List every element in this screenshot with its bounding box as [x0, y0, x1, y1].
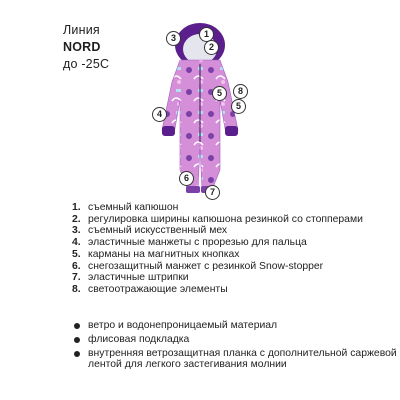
property-text: ветро и водонепроницаемый материал: [88, 320, 278, 331]
feature-item: [72, 225, 397, 237]
feature-text: эластичные манжеты с прорезью для пальца: [88, 237, 307, 249]
title-line: Линия: [63, 23, 100, 37]
feature-number: 3.: [72, 225, 81, 237]
callout-6: 6: [179, 171, 194, 186]
property-item: [72, 348, 397, 372]
feature-item: [72, 272, 397, 284]
product-line-title: [63, 22, 109, 73]
feature-number: 2.: [72, 213, 81, 225]
feature-text: эластичные штрипки: [88, 272, 189, 284]
callout-8: 8: [233, 84, 248, 99]
feature-item: [72, 237, 397, 249]
bullet-icon: [74, 323, 80, 329]
feature-text: съемный искусственный мех: [88, 225, 228, 237]
feature-number: 7.: [72, 272, 81, 284]
feature-item: [72, 202, 397, 214]
callout-1: 1: [199, 27, 214, 42]
feature-text: карманы на магнитных кнопках: [88, 248, 240, 260]
feature-text: светоотражающие элементы: [88, 283, 228, 295]
callout-5: 5: [212, 86, 227, 101]
title-temperature: до -25С: [63, 57, 110, 71]
bullet-icon: [74, 337, 80, 343]
feature-item: [72, 284, 397, 296]
title-line-name: NORD: [63, 40, 101, 54]
property-item: [72, 334, 397, 346]
bullet-icon: [74, 351, 80, 357]
feature-text: снегозащитный манжет с резинкой Snow-stopper: [88, 260, 324, 272]
feature-item: [72, 214, 397, 226]
feature-number: 4.: [72, 237, 81, 249]
callout-4: 4: [152, 107, 167, 122]
features-list: [72, 202, 397, 296]
callout-3: 3: [166, 31, 181, 46]
property-text: внутренняя ветрозащитная планка с дополнительной саржевой лентой для легкого застегивания молнии: [88, 347, 397, 371]
feature-text: съемный капюшон: [88, 202, 179, 213]
feature-text: регулировка ширины капюшона резинкой со стопперами: [88, 213, 363, 225]
callout-7: 7: [205, 185, 220, 200]
property-item: [72, 320, 397, 332]
feature-number: 1.: [72, 202, 81, 213]
properties-list: [72, 320, 397, 373]
feature-number: 5.: [72, 248, 81, 260]
feature-item: [72, 249, 397, 261]
callout-2: 2: [204, 40, 219, 55]
property-text: флисовая подкладка: [88, 333, 190, 345]
callout-5-right: 5: [231, 99, 246, 114]
feature-number: 8.: [72, 283, 81, 295]
feature-item: [72, 261, 397, 273]
feature-number: 6.: [72, 260, 81, 272]
